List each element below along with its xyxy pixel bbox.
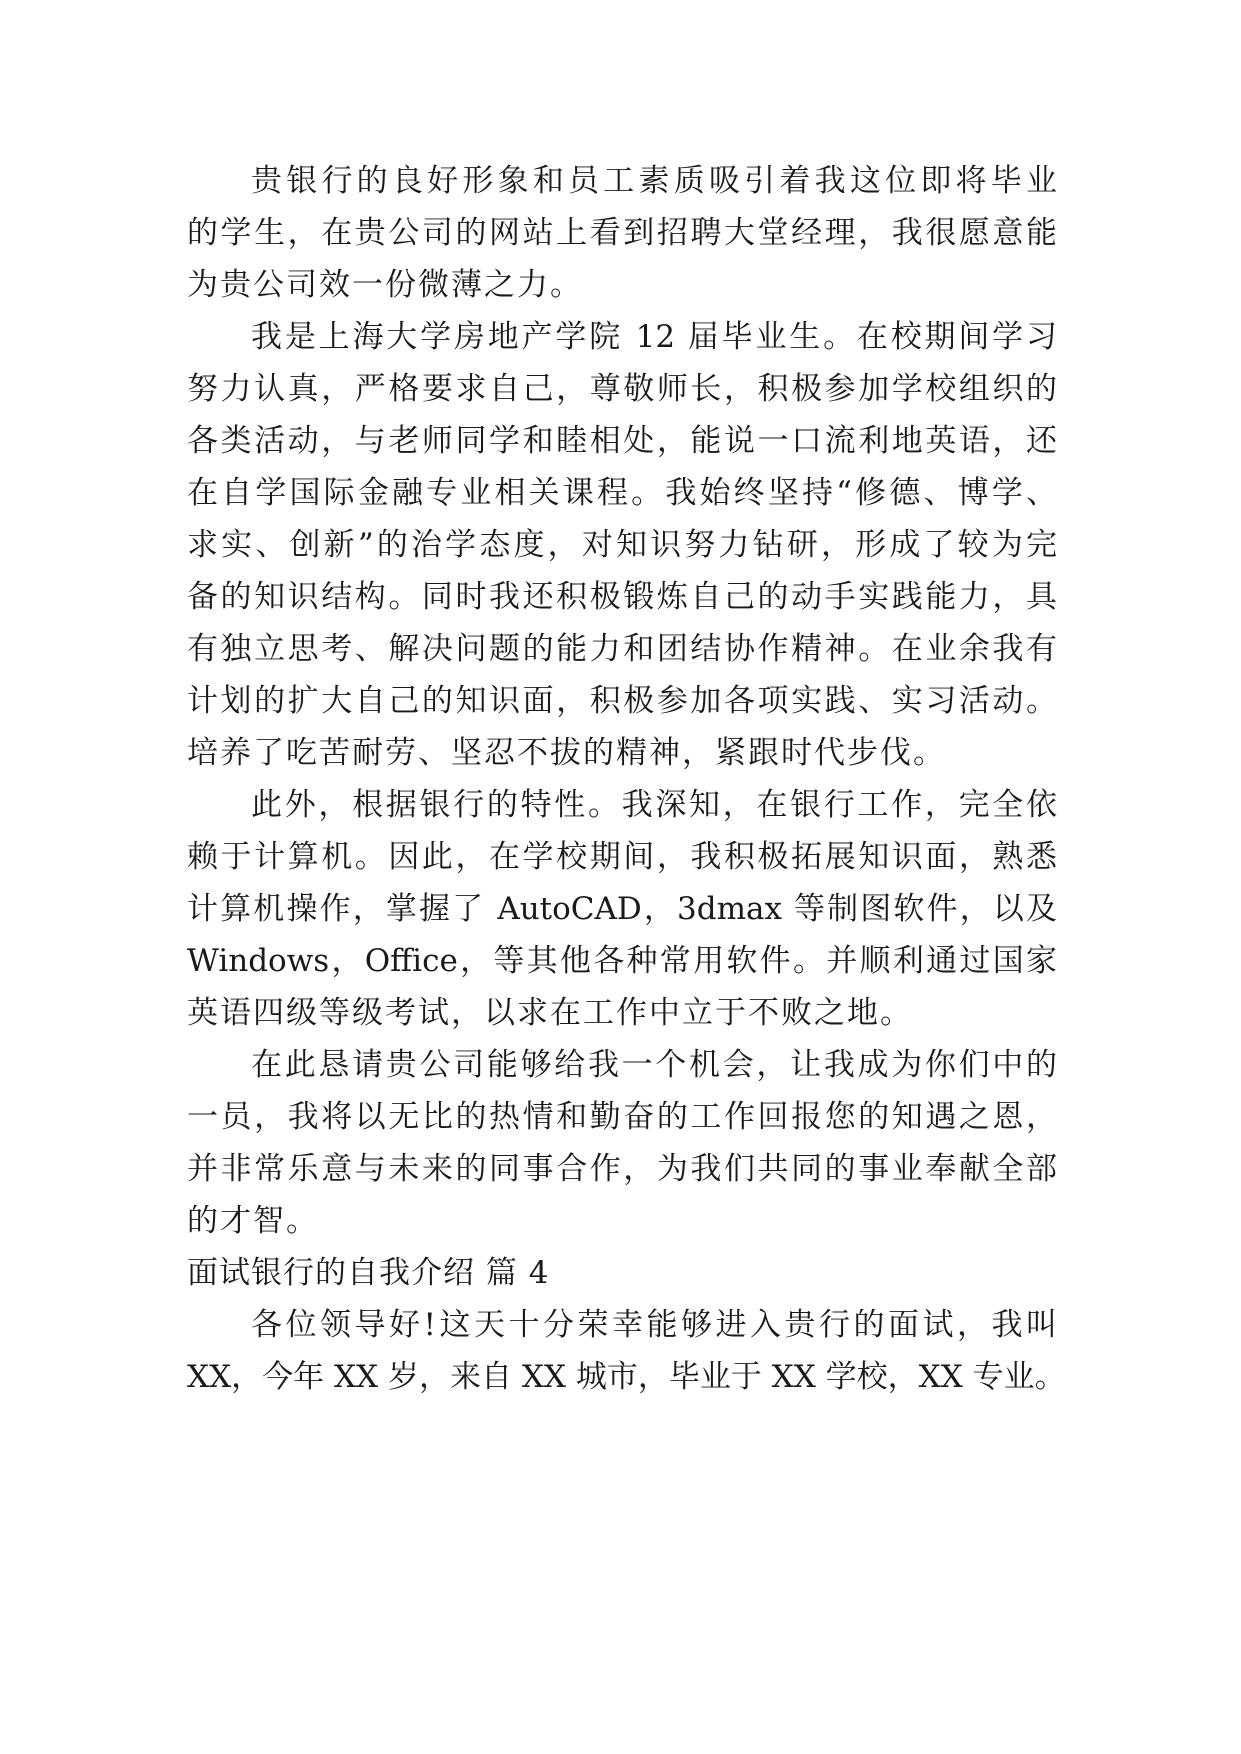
paragraph-line: 的才智。 (187, 1203, 319, 1239)
paragraph-line: Windows，Office，等其他各种常用软件。并顺利通过国家 (187, 943, 1057, 979)
paragraph-line: 在自学国际金融专业相关课程。我始终坚持“修德、博学、 (187, 475, 1057, 511)
paragraph-line: 培养了吃苦耐劳、坚忍不拔的精神，紧跟时代步伐。 (187, 735, 946, 771)
paragraph-line: 的学生，在贵公司的网站上看到招聘大堂经理，我很愿意能 (187, 215, 1057, 251)
paragraph-line: 计算机操作，掌握了 AutoCAD，3dmax 等制图软件，以及 (187, 891, 1057, 927)
paragraph-line: 努力认真，严格要求自己，尊敬师长，积极参加学校组织的 (187, 371, 1057, 407)
paragraph (187, 1299, 1066, 1403)
paragraph-line: 在此恳请贵公司能够给我一个机会，让我成为你们中的 (251, 1047, 1057, 1083)
paragraph-line: 贵银行的良好形象和员工素质吸引着我这位即将毕业 (251, 163, 1057, 199)
paragraph-line: 有独立思考、解决问题的能力和团结协作精神。在业余我有 (187, 631, 1057, 667)
paragraph-line: 各类活动，与老师同学和睦相处，能说一口流利地英语，还 (187, 423, 1057, 459)
paragraph-line: 并非常乐意与未来的同事合作，为我们共同的事业奉献全部 (187, 1151, 1057, 1187)
section-heading: 面试银行的自我介绍 篇 4 (187, 1255, 550, 1291)
paragraph (187, 1039, 1057, 1247)
paragraph-line: 为贵公司效一份微薄之力。 (187, 267, 583, 303)
paragraph-line: 求实、创新”的治学态度，对知识努力钻研，形成了较为完 (187, 527, 1057, 563)
paragraph-line: 英语四级等级考试，以求在工作中立于不败之地。 (187, 995, 913, 1031)
paragraph-line: 此外，根据银行的特性。我深知，在银行工作，完全依 (251, 787, 1057, 823)
paragraph-line: 各位领导好!这天十分荣幸能够进入贵行的面试，我叫 (251, 1307, 1057, 1343)
paragraph (187, 779, 1057, 1039)
paragraph-line: XX，今年 XX 岁，来自 XX 城市，毕业于 XX 学校，XX 专业。 (187, 1359, 1066, 1395)
paragraph-line: 赖于计算机。因此，在学校期间，我积极拓展知识面，熟悉 (187, 839, 1057, 875)
paragraph (187, 311, 1057, 779)
paragraph-line: 一员，我将以无比的热情和勤奋的工作回报您的知遇之恩， (187, 1099, 1057, 1135)
paragraph (187, 155, 1057, 311)
paragraph-line: 计划的扩大自己的知识面，积极参加各项实践、实习活动。 (187, 683, 1057, 719)
paragraph-line: 我是上海大学房地产学院 12 届毕业生。在校期间学习 (251, 319, 1057, 355)
paragraph-line: 备的知识结构。同时我还积极锻炼自己的动手实践能力，具 (187, 579, 1057, 615)
document-body (187, 155, 1066, 1403)
